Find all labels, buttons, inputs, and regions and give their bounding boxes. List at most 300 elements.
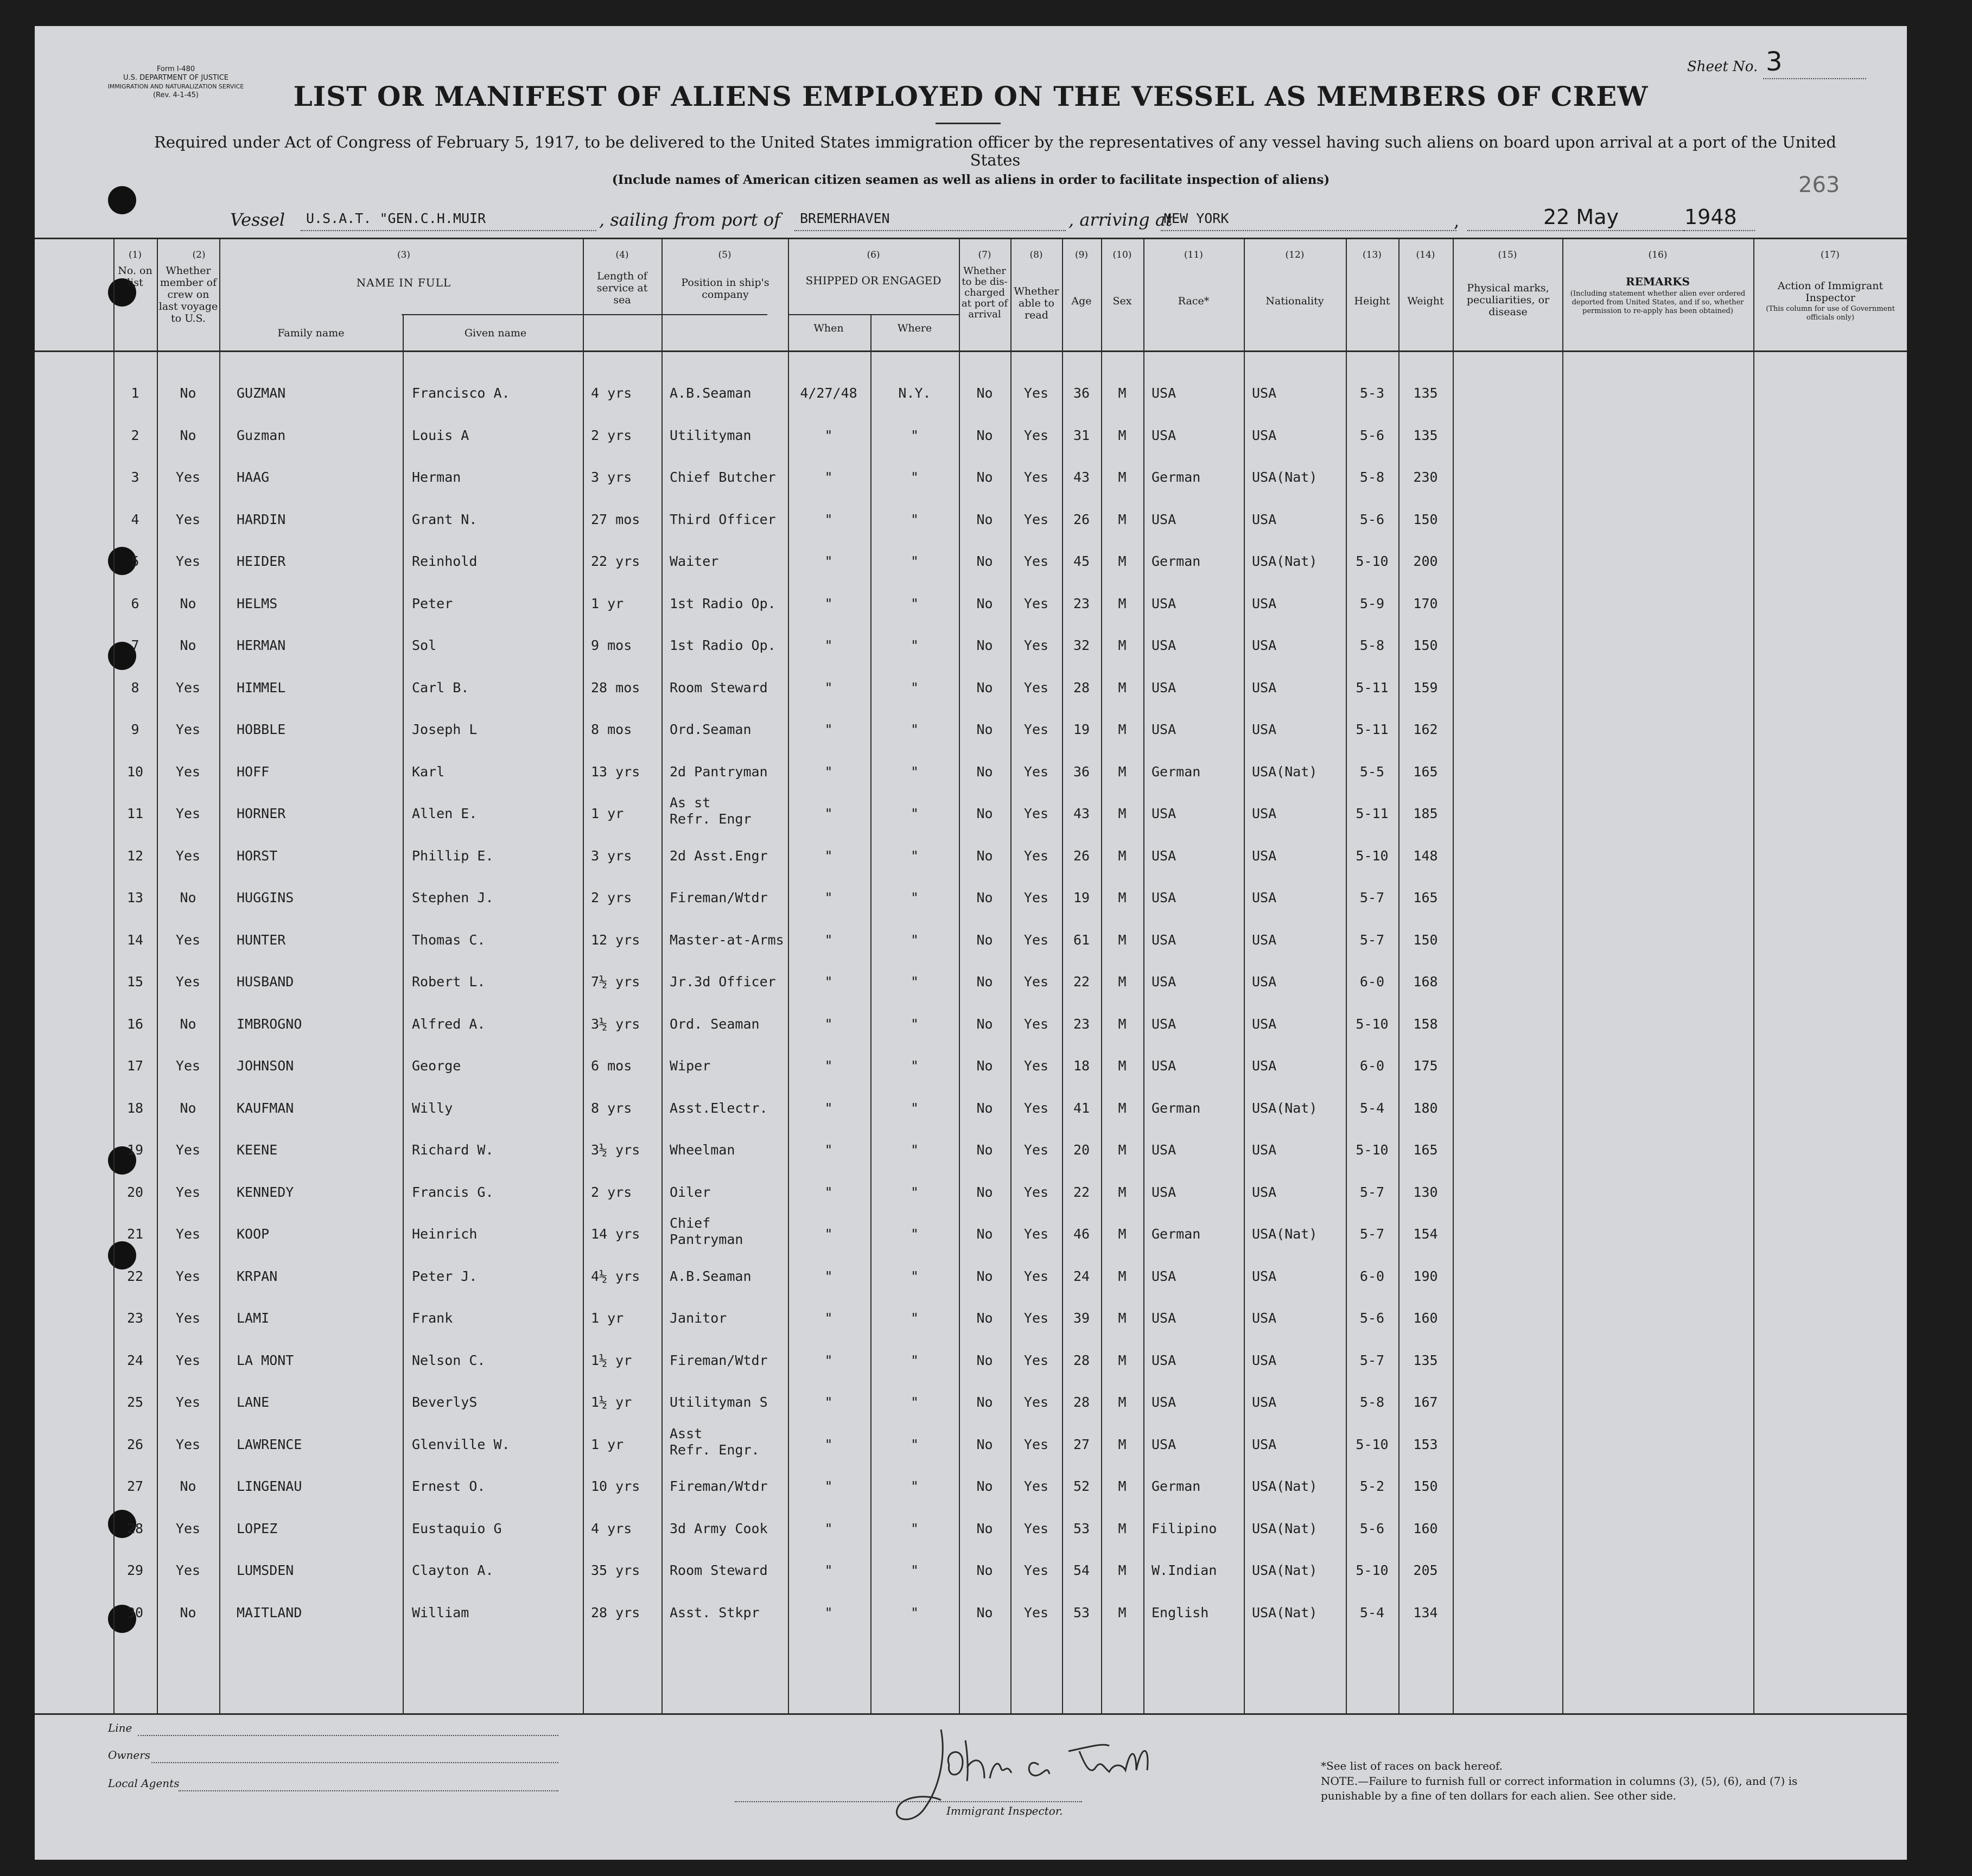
line-label: Line [108,1721,132,1734]
col-num: (12) [1285,250,1305,260]
row-24-read: Yes [1023,1352,1049,1368]
row-27-nationality: USA(Nat) [1252,1478,1318,1494]
row-8-given: Carl B. [412,679,469,695]
row-28-given: Eustaquio G [412,1520,502,1536]
row-6-weight: 170 [1413,595,1438,611]
row-5-where: " [910,553,919,569]
row-8-discharged: No [976,679,993,695]
row-25-read: Yes [1023,1394,1049,1410]
row-12-height: 5-10 [1356,847,1389,864]
row-13-where: " [910,890,919,905]
row-6-prev: No [180,595,196,611]
row-12-weight: 148 [1413,847,1438,864]
row-24-nationality: USA [1252,1352,1277,1368]
row-29-when: " [824,1562,833,1578]
row-14-no: 14 [126,931,144,948]
row-6-height: 5-9 [1359,595,1385,611]
row-3-no: 3 [131,469,139,485]
row-21-age: 46 [1073,1226,1090,1242]
row-24-service: 1½ yr [591,1352,632,1368]
row-7-where: " [910,637,919,653]
row-28-read: Yes [1023,1520,1049,1536]
row-13-service: 2 yrs [591,890,632,905]
row-20-discharged: No [976,1184,993,1200]
row-9-height: 5-11 [1356,722,1389,737]
row-24-given: Nelson C. [412,1352,486,1368]
row-9-where: " [910,722,919,737]
row-26-read: Yes [1023,1436,1049,1452]
row-24-where: " [910,1352,919,1368]
row-6-sex: M [1118,595,1127,611]
col-head-given: Given name [464,327,527,339]
row-26-age: 27 [1073,1436,1090,1452]
row-1-age: 36 [1073,385,1090,401]
col-num: (4) [615,250,629,260]
row-18-weight: 180 [1413,1100,1438,1116]
row-27-discharged: No [976,1478,993,1494]
row-22-family: KRPAN [237,1268,278,1284]
row-27-weight: 150 [1413,1478,1438,1494]
row-14-service: 12 yrs [591,931,640,948]
row-15-prev: Yes [175,974,201,990]
row-20-height: 5-7 [1359,1184,1385,1200]
row-28-position: 3d Army Cook [670,1520,768,1536]
row-2-age: 31 [1073,427,1090,443]
col-head-where: Where [897,322,932,334]
row-13-race: USA [1152,890,1176,905]
row-23-when: " [824,1310,833,1326]
penalty-note: NOTE.—Failure to furnish full or correct information in columns (3), (5), (6), and (7) is punishable by a fine of ten dollars for each alien. See other side. [1321,1775,1798,1802]
row-29-read: Yes [1023,1562,1049,1578]
row-27-race: German [1152,1478,1201,1494]
row-16-where: " [910,1016,919,1032]
row-25-nationality: USA [1252,1394,1277,1410]
row-10-service: 13 yrs [591,763,640,780]
row-23-height: 5-6 [1359,1310,1385,1326]
row-12-no: 12 [126,847,144,864]
row-10-read: Yes [1023,763,1049,780]
row-1-when: 4/27/48 [800,385,857,401]
col-num: (16) [1648,250,1668,260]
binder-hole [108,186,136,214]
col-head-family: Family name [277,327,345,339]
row-15-given: Robert L. [412,974,486,990]
row-18-sex: M [1118,1100,1127,1116]
row-20-family: KENNEDY [237,1184,294,1200]
row-30-service: 28 yrs [591,1604,640,1620]
row-1-height: 5-3 [1359,385,1385,401]
row-19-read: Yes [1023,1142,1049,1158]
row-23-family: LAMI [237,1310,270,1326]
row-13-discharged: No [976,890,993,905]
row-20-read: Yes [1023,1184,1049,1200]
row-20-sex: M [1118,1184,1127,1200]
row-20-when: " [824,1184,833,1200]
row-27-age: 52 [1073,1478,1090,1494]
row-30-prev: No [180,1604,196,1620]
row-4-prev: Yes [175,511,201,527]
row-26-no: 26 [126,1436,144,1452]
row-22-sex: M [1118,1268,1127,1284]
row-7-sex: M [1118,637,1127,653]
row-1-discharged: No [976,385,993,401]
row-9-discharged: No [976,722,993,737]
row-21-where: " [910,1226,919,1242]
col-num: (17) [1821,250,1840,260]
row-29-family: LUMSDEN [237,1562,294,1578]
row-10-given: Karl [412,763,445,780]
row-1-no: 1 [131,385,139,401]
row-14-weight: 150 [1413,931,1438,948]
row-13-age: 19 [1073,890,1090,905]
row-23-race: USA [1152,1310,1176,1326]
col-head-no: No. on list [118,265,152,289]
row-14-given: Thomas C. [412,931,486,948]
row-11-nationality: USA [1252,806,1277,821]
row-7-service: 9 mos [591,637,632,653]
row-29-discharged: No [976,1562,993,1578]
col-head-height: Height [1354,295,1390,307]
row-28-where: " [910,1520,919,1536]
row-19-position: Wheelman [670,1142,735,1158]
row-15-discharged: No [976,974,993,990]
row-2-sex: M [1118,427,1127,443]
row-8-position: Room Steward [670,679,768,695]
row-25-age: 28 [1073,1394,1090,1410]
row-25-when: " [824,1394,833,1410]
row-3-discharged: No [976,469,993,485]
row-10-weight: 165 [1413,763,1438,780]
row-24-weight: 135 [1413,1352,1438,1368]
row-13-given: Stephen J. [412,890,494,905]
arrival-year: 1948 [1684,205,1737,229]
row-26-nationality: USA [1252,1436,1277,1452]
col-num: (9) [1074,250,1089,260]
row-18-given: Willy [412,1100,453,1116]
col-head-age: Age [1071,295,1092,307]
row-17-weight: 175 [1413,1058,1438,1074]
row-26-weight: 153 [1413,1436,1438,1452]
row-1-position: A.B.Seaman [670,385,752,401]
row-19-weight: 165 [1413,1142,1438,1158]
row-21-nationality: USA(Nat) [1252,1226,1318,1242]
row-18-prev: No [180,1100,196,1116]
row-20-position: Oiler [670,1184,711,1200]
row-8-family: HIMMEL [237,679,286,695]
row-8-service: 28 mos [591,679,640,695]
col-head-action: Action of Immigrant Inspector [1777,280,1884,304]
row-24-height: 5-7 [1359,1352,1385,1368]
row-3-height: 5-8 [1359,469,1385,485]
row-27-given: Ernest O. [412,1478,486,1494]
row-23-where: " [910,1310,919,1326]
row-9-weight: 162 [1413,722,1438,737]
row-30-race: English [1152,1604,1209,1620]
row-21-when: " [824,1226,833,1242]
row-29-given: Clayton A. [412,1562,494,1578]
col-num: (14) [1416,250,1435,260]
row-2-given: Louis A [412,427,469,443]
row-5-prev: Yes [175,553,201,569]
row-24-discharged: No [976,1352,993,1368]
row-10-nationality: USA(Nat) [1252,763,1318,780]
row-30-when: " [824,1604,833,1620]
row-15-where: " [910,974,919,990]
row-9-position: Ord.Seaman [670,722,752,737]
row-5-service: 22 yrs [591,553,640,569]
inspector-label: Immigrant Inspector. [946,1804,1063,1817]
row-30-where: " [910,1604,919,1620]
col-head-prev-voyage: Whether member of crew on last voyage to U.S. [158,265,218,324]
row-23-no: 23 [126,1310,144,1326]
page-title: LIST OR MANIFEST OF ALIENS EMPLOYED ON THE VESSEL AS MEMBERS OF CREW [293,80,1649,112]
row-1-service: 4 yrs [591,385,632,401]
row-12-service: 3 yrs [591,847,632,864]
revision: (Rev. 4-1-45) [152,91,199,99]
col-num: (7) [978,250,991,260]
service: IMMIGRATION AND NATURALIZATION SERVICE [107,83,244,90]
to-port: NEW YORK [1163,210,1229,226]
row-14-when: " [824,931,833,948]
row-7-height: 5-8 [1359,637,1385,653]
owners-label: Owners [108,1749,151,1762]
row-15-age: 22 [1073,974,1090,990]
row-4-where: " [910,511,919,527]
row-16-discharged: No [976,1016,993,1032]
row-6-given: Peter [412,595,453,611]
row-7-prev: No [180,637,196,653]
row-29-race: W.Indian [1152,1562,1217,1578]
row-3-prev: Yes [175,469,201,485]
row-11-read: Yes [1023,806,1049,821]
row-16-family: IMBROGNO [237,1016,302,1032]
row-26-race: USA [1152,1436,1176,1452]
row-27-position: Fireman/Wtdr [670,1478,768,1494]
row-7-race: USA [1152,637,1176,653]
row-7-family: HERMAN [237,637,286,653]
row-28-when: " [824,1520,833,1536]
row-24-prev: Yes [175,1352,201,1368]
col-num: (3) [397,250,411,260]
row-3-position: Chief Butcher [670,469,776,485]
row-25-position: Utilityman S [670,1394,768,1410]
arrival-date: 22 May [1543,205,1619,229]
row-6-nationality: USA [1252,595,1277,611]
row-16-read: Yes [1023,1016,1049,1032]
row-22-weight: 190 [1413,1268,1438,1284]
row-1-race: USA [1152,385,1176,401]
row-10-family: HOFF [237,763,270,780]
row-20-race: USA [1152,1184,1176,1200]
row-14-position: Master-at-Arms [670,931,784,948]
row-2-height: 5-6 [1359,427,1385,443]
row-19-nationality: USA [1252,1142,1277,1158]
row-11-given: Allen E. [412,806,478,821]
row-4-position: Third Officer [670,511,776,527]
col-num: (1) [128,250,142,260]
row-13-prev: No [180,890,196,905]
row-19-discharged: No [976,1142,993,1158]
row-30-discharged: No [976,1604,993,1620]
row-20-where: " [910,1184,919,1200]
col-head-weight: Weight [1407,295,1444,307]
row-22-no: 22 [126,1268,144,1284]
row-28-no: 28 [126,1520,144,1536]
row-5-when: " [824,553,833,569]
row-9-sex: M [1118,722,1127,737]
col-num: (6) [867,250,880,260]
row-7-when: " [824,637,833,653]
races-note: *See list of races on back hereof. [1321,1759,1503,1772]
row-16-prev: No [180,1016,196,1032]
from-port: BREMERHAVEN [800,210,890,226]
row-7-read: Yes [1023,637,1049,653]
row-25-service: 1½ yr [591,1394,632,1410]
row-17-age: 18 [1073,1058,1090,1074]
row-12-discharged: No [976,847,993,864]
row-28-weight: 160 [1413,1520,1438,1536]
row-26-service: 1 yr [591,1436,624,1452]
row-19-age: 20 [1073,1142,1090,1158]
row-14-read: Yes [1023,931,1049,948]
row-4-age: 26 [1073,511,1090,527]
row-16-service: 3½ yrs [591,1016,640,1032]
col-num: (5) [718,250,731,260]
row-14-sex: M [1118,931,1127,948]
row-22-nationality: USA [1252,1268,1277,1284]
row-20-nationality: USA [1252,1184,1277,1200]
row-30-position: Asst. Stkpr [670,1604,760,1620]
row-25-where: " [910,1394,919,1410]
row-4-nationality: USA [1252,511,1277,527]
row-27-when: " [824,1478,833,1494]
row-18-where: " [910,1100,919,1116]
row-16-race: USA [1152,1016,1176,1032]
row-12-age: 26 [1073,847,1090,864]
row-22-given: Peter J. [412,1268,478,1284]
row-11-family: HORNER [237,806,286,821]
row-21-weight: 154 [1413,1226,1438,1242]
row-3-given: Herman [412,469,461,485]
row-9-nationality: USA [1252,722,1277,737]
row-30-read: Yes [1023,1604,1049,1620]
row-18-service: 8 yrs [591,1100,632,1116]
row-30-sex: M [1118,1604,1127,1620]
row-11-height: 5-11 [1356,806,1389,821]
row-3-where: " [910,469,919,485]
row-11-discharged: No [976,806,993,821]
row-6-family: HELMS [237,595,278,611]
row-19-given: Richard W. [412,1142,494,1158]
row-19-race: USA [1152,1142,1176,1158]
vessel-name: U.S.A.T. "GEN.C.H.MUIR [306,210,486,226]
row-21-prev: Yes [175,1226,201,1242]
row-9-when: " [824,722,833,737]
col-num: (8) [1029,250,1043,260]
row-18-family: KAUFMAN [237,1100,294,1116]
row-29-no: 29 [126,1562,144,1578]
row-20-service: 2 yrs [591,1184,632,1200]
vessel-label: Vessel [230,209,285,230]
row-21-position: Chief Pantryman [670,1215,743,1247]
row-5-given: Reinhold [412,553,478,569]
row-26-given: Glenville W. [412,1436,510,1452]
row-7-age: 32 [1073,637,1090,653]
row-29-service: 35 yrs [591,1562,640,1578]
row-5-sex: M [1118,553,1127,569]
row-21-given: Heinrich [412,1226,478,1242]
row-11-race: USA [1152,806,1176,821]
row-4-sex: M [1118,511,1127,527]
row-9-no: 9 [131,722,139,737]
manifest-sheet: Form I-480 U.S. DEPARTMENT OF JUSTICE IMMIGRATION AND NATURALIZATION SERVICE (Rev. 4-1-45) Sheet No. 3 LIST OR MANIFEST OF ALIENS EMPLOYED ON THE VESSEL AS MEMBERS OF CREW Required under Act of Congress of February 5, 1917, to be delivered to the United States immigration officer by the representatives of any vessel having such aliens on board upon arrival at a port of the United States (Include names of American citizen seamen as well as aliens in order to facilitate inspection of aliens) 263 Vessel U.S.A.T. "GEN.C.H.MUIR , sailing from port of BREMERHAVEN , arriving at NEW YORK , 22 May 1948 (1) (2) (3) (4) (5) (6) (7) (8) (9) (10) (11) (12) (13) (14) (15) (16) (17) No. on list Whether member of crew on last voyage to U.S. NAME IN FULL Family name Given name Length of service at sea Position in ship's company SHIPPED OR ENGAGED When Where Whether to be dis-charged at port of arrival Whether able to read Age Sex Race* Nationality Height Weight Physical marks, peculiarities, or disease REMARKS (Including statement whether alien ever ordered deported from United States, and if so, whether permission to re-apply has been obtained) Action of Immigrant Inspector (This column for use of Government officials only) 1 No GUZMAN Francisco A. 4 yrs A.B.Seaman 4/27/48 N.Y. No Yes 36 M USA USA 5-3 135 2 No Guzman Louis A 2 yrs Utilityman " " No Yes 31 M USA USA 5-6 135 3 Yes HAAG Herman 3 yrs Chief Butcher " " No Yes 43 M German USA(Nat) 5-8 230 4 Yes HARDIN Grant N. 27 mos Third Officer " " No Yes 26 M USA USA 5-6 150 5 Yes HEIDER Reinhold 22 yrs Waiter " " No Yes 45 M German USA(Nat) 5-10 200 6 No HELMS Peter 1 yr 1st Radio Op. " " No Yes 23 M USA USA 5-9 170 7 No HERMAN Sol 9 mos 1st Radio Op. " " No Yes 32 M USA USA 5-8 150 8 Yes HIMMEL Carl B. 28 mos Room Steward " " No Yes 28 M USA USA 5-11 159 9 Yes HOBBLE Joseph L 8 mos Ord.Seaman " " No Yes 19 M USA USA 5-11 162 10 Yes HOFF Karl 13 yrs 2d Pantryman " " No Yes 36 M German USA(Nat) 5-5 165 11 Yes HORNER Allen E. 1 yr As st Refr. Engr " " No Yes 43 M USA USA 5-11 185 12 Yes HORST Phillip E. 3 yrs 2d Asst.Engr " " No Yes 26 M USA USA 5-10 148 13 No HUGGINS Stephen J. 2 yrs Fireman/Wtdr " " No Yes 19 M USA USA 5-7 165 14 Yes HUNTER Thomas C. 12 yrs Master-at-Arms " " No Yes 61 M USA USA 5-7 150 15 Yes HUSBAND Robert L. 7½ yrs Jr.3d Officer " " No Yes 22 M USA USA 6-0 168 16 No IMBROGNO Alfred A. 3½ yrs Ord. Seaman " " No Yes 23 M USA USA 5-10 158 17 Yes JOHNSON George 6 mos Wiper " " No Yes 18 M USA USA 6-0 175 18 No KAUFMAN Willy 8 yrs Asst.Electr. " " No Yes 41 M German USA(Nat) 5-4 180 19 Yes KEENE Richard W. 3½ yrs Wheelman " " No Yes 20 M USA USA 5-10 165 20 Yes KENNEDY Francis G. 2 yrs Oiler " " No Yes 22 M USA USA 5-7 130 21 Yes KOOP Heinrich 14 yrs Chief Pantryman " " No Yes 46 M German USA(Nat) 5-7 154 22 Yes KRPAN Peter J. 4½ yrs A.B.Seaman " " No Yes 24 M USA USA 6-0 190 23 Yes LAMI Frank 1 yr Janitor " " No Yes 39 M USA USA 5-6 160 24 Yes LA MONT Nelson C. 1½ yr Fireman/Wtdr " " No Yes 28 M USA USA 5-7 135 25 Yes LANE BeverlyS 1½ yr Utilityman S " " No Yes 28 M USA USA 5-8 167 26 Yes LAWRENCE Glenville W. 1 yr Asst Refr. Engr. " " No Yes 27 M USA USA 5-10 153 27 No LINGENAU Ernest O. 10 yrs Fireman/Wtdr " " No Yes 52 M German USA(Nat) 5-2 150 28 Yes LOPEZ Eustaquio G 4 yrs 3d Army Cook " " No Yes 53 M Filipino USA(Nat) 5-6 160 29 Yes LUMSDEN Clayton A. 35 yrs Room Steward " " No Yes 54 M W.Indian USA(Nat) 5-10 205 30 No MAITLAND William 28 yrs Asst. Stkpr " " No Yes 53 M English USA(Nat) 5-4 134 Line Owners Local Agents Immigrant Inspector. *See list of races on back hereof. NOTE.—Failure to furnish full or correct information in columns (3), (5), (6), and (7) is punishable by a fine of ten dollars for each alien. See other side. [35,26,1907,1860]
row-17-when: " [824,1058,833,1074]
row-17-height: 6-0 [1359,1058,1385,1074]
row-15-race: USA [1152,974,1176,990]
row-26-height: 5-10 [1356,1436,1389,1452]
page-subtitle: Required under Act of Congress of February 5, 1917, to be delivered to the United States immigration officer by the representatives of any vessel having such aliens on board upon arrival at a port of the United States [154,133,1836,169]
row-24-no: 24 [126,1352,144,1368]
row-23-age: 39 [1073,1310,1090,1326]
row-5-nationality: USA(Nat) [1252,553,1318,569]
row-9-prev: Yes [175,722,201,737]
row-6-no: 6 [131,595,139,611]
row-27-read: Yes [1023,1478,1049,1494]
row-25-height: 5-8 [1359,1394,1385,1410]
row-8-no: 8 [131,679,139,695]
row-18-when: " [824,1100,833,1116]
row-4-when: " [824,511,833,527]
row-1-read: Yes [1023,385,1049,401]
row-13-sex: M [1118,890,1127,905]
row-20-given: Francis G. [412,1184,494,1200]
row-1-given: Francisco A. [412,385,510,401]
row-17-prev: Yes [175,1058,201,1074]
row-24-family: LA MONT [237,1352,294,1368]
row-23-discharged: No [976,1310,993,1326]
row-8-height: 5-11 [1356,679,1389,695]
col-head-position: Position in ship's company [681,277,769,301]
row-8-where: " [910,679,919,695]
row-8-when: " [824,679,833,695]
col-head-remarks: REMARKS [1626,275,1690,288]
row-22-discharged: No [976,1268,993,1284]
row-2-weight: 135 [1413,427,1438,443]
row-10-sex: M [1118,763,1127,780]
row-15-sex: M [1118,974,1127,990]
row-13-position: Fireman/Wtdr [670,890,768,905]
row-12-race: USA [1152,847,1176,864]
row-9-family: HOBBLE [237,722,286,737]
row-5-family: HEIDER [237,553,286,569]
row-3-nationality: USA(Nat) [1252,469,1318,485]
row-3-service: 3 yrs [591,469,632,485]
row-28-nationality: USA(Nat) [1252,1520,1318,1536]
col-num: (13) [1363,250,1382,260]
row-17-service: 6 mos [591,1058,632,1074]
col-head-when: When [813,322,844,334]
row-19-where: " [910,1142,919,1158]
row-27-no: 27 [126,1478,144,1494]
row-16-when: " [824,1016,833,1032]
row-24-sex: M [1118,1352,1127,1368]
row-15-when: " [824,974,833,990]
page-stamp: 263 [1798,173,1840,197]
row-19-when: " [824,1142,833,1158]
row-6-read: Yes [1023,595,1049,611]
row-6-service: 1 yr [591,595,624,611]
row-22-position: A.B.Seaman [670,1268,752,1284]
